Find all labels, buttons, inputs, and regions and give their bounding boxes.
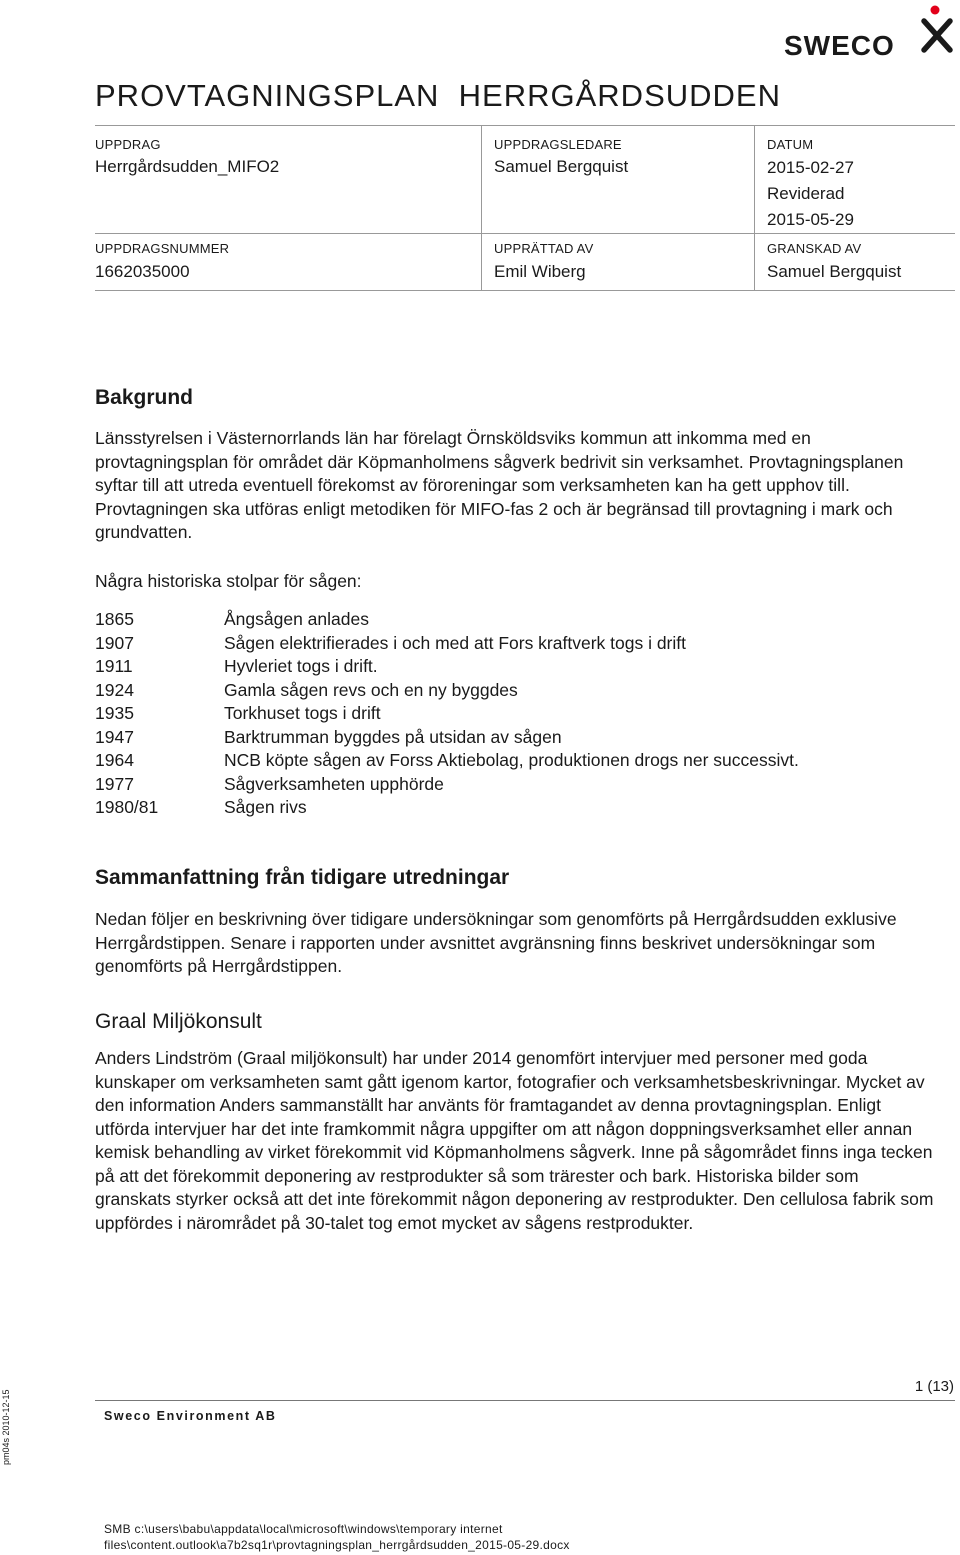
history-timeline xyxy=(95,608,945,820)
section-heading-summary: Sammanfattning från tidigare utredningar xyxy=(95,866,510,889)
timeline-event: Barktrumman byggdes på utsidan av sågen xyxy=(224,726,562,747)
timeline-row xyxy=(95,773,945,797)
timeline-event: NCB köpte sågen av Forss Aktiebolag, produktionen drogs ner successivt. xyxy=(224,750,799,770)
timeline-event: Ångsågen anlades xyxy=(224,609,369,629)
timeline-year: 1935 xyxy=(95,703,134,723)
timeline-year: 1980/81 xyxy=(95,797,159,817)
timeline-year: 1907 xyxy=(95,632,134,653)
reviderad-value: 2015-05-29 xyxy=(767,210,854,229)
timeline-row xyxy=(95,632,945,656)
uppdrag-value: Herrgårdsudden_MIFO2 xyxy=(95,157,280,176)
header-mid-rule xyxy=(95,233,955,234)
section-heading-background: Bakgrund xyxy=(95,386,194,409)
timeline-year: 1977 xyxy=(95,773,134,794)
company-name: Sweco Environment AB xyxy=(104,1409,277,1423)
header-bottom-rule xyxy=(95,290,955,291)
datum-value: 2015-02-27 xyxy=(767,158,854,177)
timeline-event: Sågverksamheten upphörde xyxy=(224,773,444,794)
timeline-event: Gamla sågen revs och en ny byggdes xyxy=(224,679,518,700)
granskad-value: Samuel Bergquist xyxy=(767,262,902,281)
header-col-divider xyxy=(481,125,482,290)
page-number: 1 (13) xyxy=(914,1378,954,1395)
timeline-year: 1947 xyxy=(95,726,134,747)
graal-paragraph: Anders Lindström (Graal miljökonsult) har under 2014 genomfört intervjuer med personer med goda kunskaper om verksamheten samt gått igenom kartor, fotografier och verksamhetsbeskrivningar. Mycket av den information Anders sammanställt har använts för framtagandet av denna provtagningsplan. Enligt utförda intervjuer har det inte framkommit några uppgifter om att någon doppningsverksamhet eller annan kemisk behandling av virket förekommit vid Köpmanholmens sågverk. Inne på sågområdet finns inga tecken på att det förekommit deponering av restprodukter så som trärester och bark. Historiska bilder som granskats styrker också att det inte förekommit någon deponering av restprodukter. Den cellulosa fabrik som uppfördes i närområdet på 30-talet tog emot mycket av sågens restprodukter. xyxy=(95,1048,934,1233)
header-col-divider xyxy=(754,125,755,290)
background-paragraph: Länsstyrelsen i Västernorrlands län har förelagt Örnsköldsviks kommun att inkomma med en provtagningsplan för området där Köpmanholmens sågverk bedrivit sin verksamhet. Provtagningsplanen syftar till att utreda eventuell förekomst av föroreningar som verksamheten kan ha gett upphov till. Provtagningen ska utföras enligt metodiken för MIFO-fas 2 och är begränsad till provtagning i mark och grundvatten. xyxy=(95,428,904,542)
summary-paragraph: Nedan följer en beskrivning över tidigare undersökningar som genomförts på Herrgårdsudden exklusive Herrgårdstippen. Senare i rapporten under avsnittet avgränsning finns beskrivet undersökningar som genomförts på Herrgårdstippen. xyxy=(95,909,897,976)
timeline-event: Sågen rivs xyxy=(224,797,307,817)
upprattad-value: Emil Wiberg xyxy=(494,262,586,281)
subheading-graal: Graal Miljökonsult xyxy=(95,1010,262,1033)
footer-rule xyxy=(95,1400,955,1401)
timeline-row xyxy=(95,655,945,679)
timeline-event: Sågen elektrifierades i och med att Fors kraftverk togs i drift xyxy=(224,632,686,653)
timeline-intro: Några historiska stolpar för sågen: xyxy=(95,571,362,591)
timeline-row xyxy=(95,726,945,750)
header-top-rule xyxy=(95,125,955,126)
timeline-row xyxy=(95,679,945,703)
timeline-row xyxy=(95,749,945,773)
file-path: SMB c:\users\babu\appdata\local\microsoft\windows\temporary internet files\content.outlook\a7b2sq1r\provtagningsplan_herrgårdsudden_2015-05-29.docx xyxy=(104,1522,570,1552)
timeline-event: Torkhuset togs i drift xyxy=(224,703,381,723)
logo-cross-mark xyxy=(924,6,950,51)
timeline-year: 1924 xyxy=(95,679,134,700)
upprattad-label: UPPRÄTTAD AV xyxy=(494,241,594,256)
granskad-label: GRANSKAD AV xyxy=(767,241,862,256)
datum-label: DATUM xyxy=(767,137,814,152)
uppdragsledare-value: Samuel Bergquist xyxy=(494,157,629,176)
timeline-row xyxy=(95,702,945,726)
logo-wordmark: SWECO xyxy=(784,30,895,60)
template-code: pm04s 2010-12-15 xyxy=(1,1389,11,1465)
uppdrag-label: UPPDRAG xyxy=(95,137,161,152)
timeline-year: 1911 xyxy=(95,656,133,676)
reviderad-label: Reviderad xyxy=(767,184,845,203)
timeline-year: 1964 xyxy=(95,750,134,770)
timeline-event: Hyvleriet togs i drift. xyxy=(224,656,378,676)
sweco-logo xyxy=(782,4,958,60)
uppdragsnummer-label: UPPDRAGSNUMMER xyxy=(95,241,230,256)
uppdragsnummer-value: 1662035000 xyxy=(95,262,190,281)
uppdragsledare-label: UPPDRAGSLEDARE xyxy=(494,137,622,152)
timeline-row xyxy=(95,608,945,632)
timeline-row xyxy=(95,796,945,820)
timeline-year: 1865 xyxy=(95,609,134,629)
document-title: PROVTAGNINGSPLAN HERRGÅRDSUDDEN xyxy=(95,78,781,113)
